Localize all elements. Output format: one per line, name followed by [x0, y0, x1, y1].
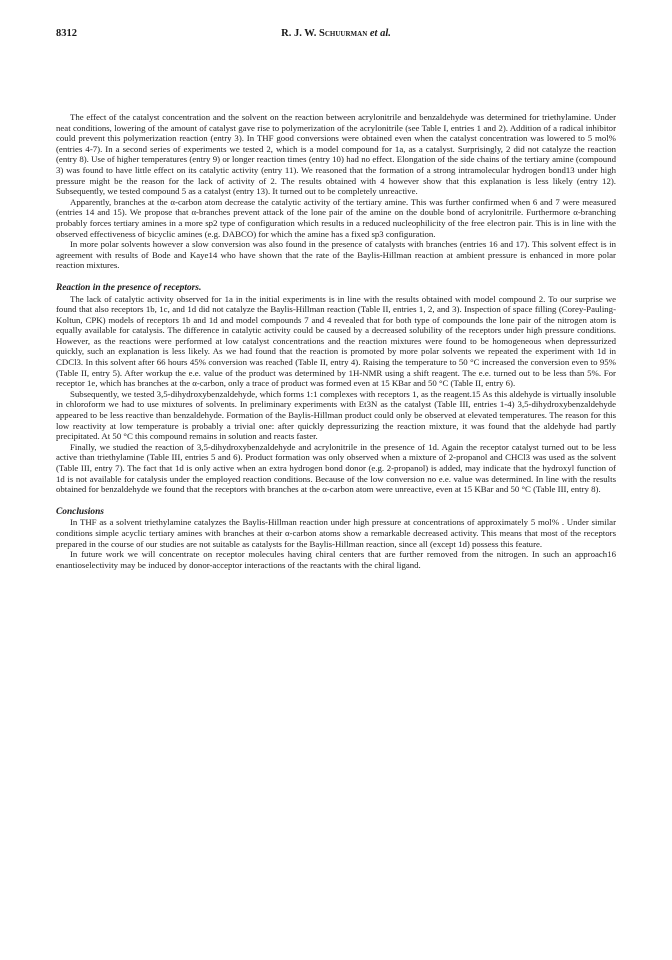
- running-title: [56, 28, 616, 39]
- conclusions-paragraph-1: In THF as a solvent triethylamine catalyzes the Baylis-Hillman reaction under high pressure at concentrations of approximately 5 mol% . Under similar conditions simple acyclic tertiary amines with branches at their α-carbon atoms show a remarkable decreased activity. This means that most of the receptors prepared in the course of our studies are not suitable as catalysts for the Baylis-Hillman reaction, since all (except 1d) possess this feature.: [56, 517, 616, 549]
- section-heading-conclusions: Conclusions: [56, 506, 104, 517]
- intro-paragraph-1: The effect of the catalyst concentration and the solvent on the reaction between acrylonitrile and benzaldehyde was determined for triethylamine. Under neat conditions, lowering of the amount of catalyst gave rise to polymerization of the acrylonitrile (see Table I, entries 1 and 2). Addition of a radical inhibitor could prevent this polymerization reaction (entry 3). In THF good conversions were obtained even when the catalyst concentration was lowered to 5 mol% (entries 4-7). In a second series of experiments we tested 2, which is a model compound for 1a, as a catalyst. Surprisingly, 2 did not catalyze the reaction (entry 8). Use of higher temperatures (entry 9) or longer reaction times (entry 10) had no effect. Elongation of the side chains of the tertiary amine (compound 3) was found to have little effect on its catalytic activity (entry 11). We reasoned that the formation of a strong intramolecular hydrogen bond13 under high pressure might be the reason for the lack of activity of 2. The results obtained with 4 however show that this explanation is less likely (entry 12). Subsequently, we tested compound 5 as a catalyst (entry 13). It turned out to be completely unreactive.: [56, 112, 616, 197]
- receptors-paragraph-1: The lack of catalytic activity observed for 1a in the initial experiments is in line with the results obtained with model compound 2. To our surprise we found that also receptors 1b, 1c, and 1d did not catalyze the Baylis-Hillman reaction (Table II, entries 1, 2, and 3). Inspection of space filling (Corey-Pauling-Koltun, CPK) models of receptors 1b and 1d and model compounds 7 and 4 revealed that for both type of compounds the lone pair of the nitrogen atom is equally available for catalysis. The difference in catalytic activity could be caused by a decreased solubility of the receptors under high pressure conditions. However, as the reactions were performed at low catalyst concentrations and the reaction mixtures were found to be homogeneous when depressurized quickly, such an explanation is less likely. As we had found that the reaction is promoted by more polar solvents we repeated the experiment with 1d in CDCl3. In this solvent after 66 hours 45% conversion was reached (Table II, entry 4). Raising the temperature to 50 °C increased the conversion even to 95% (Table II, entry 5). After workup the e.e. value of the product was determined by 1H-NMR using a shift reagent. The e.e. turned out to be less than 5%. For receptor 1e, which has branches at the α-carbon, only a trace of product was formed even at 15 KBar and 50 °C (Table II, entry 6).: [56, 293, 616, 389]
- receptors-paragraph-3: Finally, we studied the reaction of 3,5-dihydroxybenzaldehyde and acrylonitrile in the presence of 1d. Again the receptor catalyst turned out to be less active than triethylamine (Table III, entries 5 and 6). Product formation was only observed when a mixture of 2-propanol and CHCl3 was used as the solvent (Table III, entry 7). The fact that 1d is only active when an extra hydrogen bond donor (e.g. 2-propanol) is added, may indicate that the hydroxyl function of 1d is not available for catalysis under the employed reaction conditions. Because of the low conversion no e.e. value was determined. In line with the results obtained for benzaldehyde we found that the receptors with branches at the α-carbon atom were unreactive, even at 15 KBar and 50 °C (Table III, entry 8).: [56, 441, 616, 495]
- conclusions-paragraph-2: In future work we will concentrate on receptor molecules having chiral centers that are further removed from the nitrogen. In such an approach16 enantioselectivity may be induced by donor-acceptor interactions of the reactants with the chiral ligand.: [56, 549, 616, 570]
- article-body: [56, 112, 616, 570]
- section-heading-receptors: Reaction in the presence of receptors.: [56, 282, 202, 293]
- et-al: et al.: [369, 28, 391, 39]
- intro-paragraph-2: Apparently, branches at the α-carbon atom decrease the catalytic activity of the tertiary amine. This was further confirmed when 6 and 7 were measured (entries 14 and 15). We propose that α-branches prevent attack of the lone pair of the amine on the double bond of acrylonitrile. Furthermore α-branching probably forces tertiary amines in a more sp2 type of configuration which results in a reduced nucleophilicity of the free electron pair. This is in line with the observed effectiveness of bicyclic amines (e.g. DABCO) for which the amine has a fixed sp3 configuration.: [56, 196, 616, 239]
- receptors-paragraph-2: Subsequently, we tested 3,5-dihydroxybenzaldehyde, which forms 1:1 complexes with receptors 1, as the reagent.15 As this aldehyde is virtually insoluble in chloroform we had to use mixtures of solvents. In preliminary experiments with Et3N as the catalyst (Table III, entries 1-4) 3,5-dihydroxybenzaldehyde appeared to be less reactive than benzaldehyde. Formation of the Baylis-Hillman product could only be observed at elevated temperatures. The reason for this low reactivity at low temperature is probably a trivial one: after quickly depressurizing the reaction mixture, it was found that the aldehyde had partly precipitated. At 50 °C this compound remains in solution and reacts faster.: [56, 388, 616, 442]
- running-header: [56, 28, 616, 44]
- page-number: 8312: [56, 28, 77, 39]
- intro-paragraph-3: In more polar solvents however a slow conversion was also found in the presence of catalysts with branches (entries 16 and 17). This solvent effect is in agreement with results of Bode and Kaye14 who have shown that the rate of the Baylis-Hillman reaction at ambient pressure is enhanced in more polar reaction mixtures.: [56, 239, 616, 271]
- author-name: R. J. W. Schuurman: [281, 28, 368, 39]
